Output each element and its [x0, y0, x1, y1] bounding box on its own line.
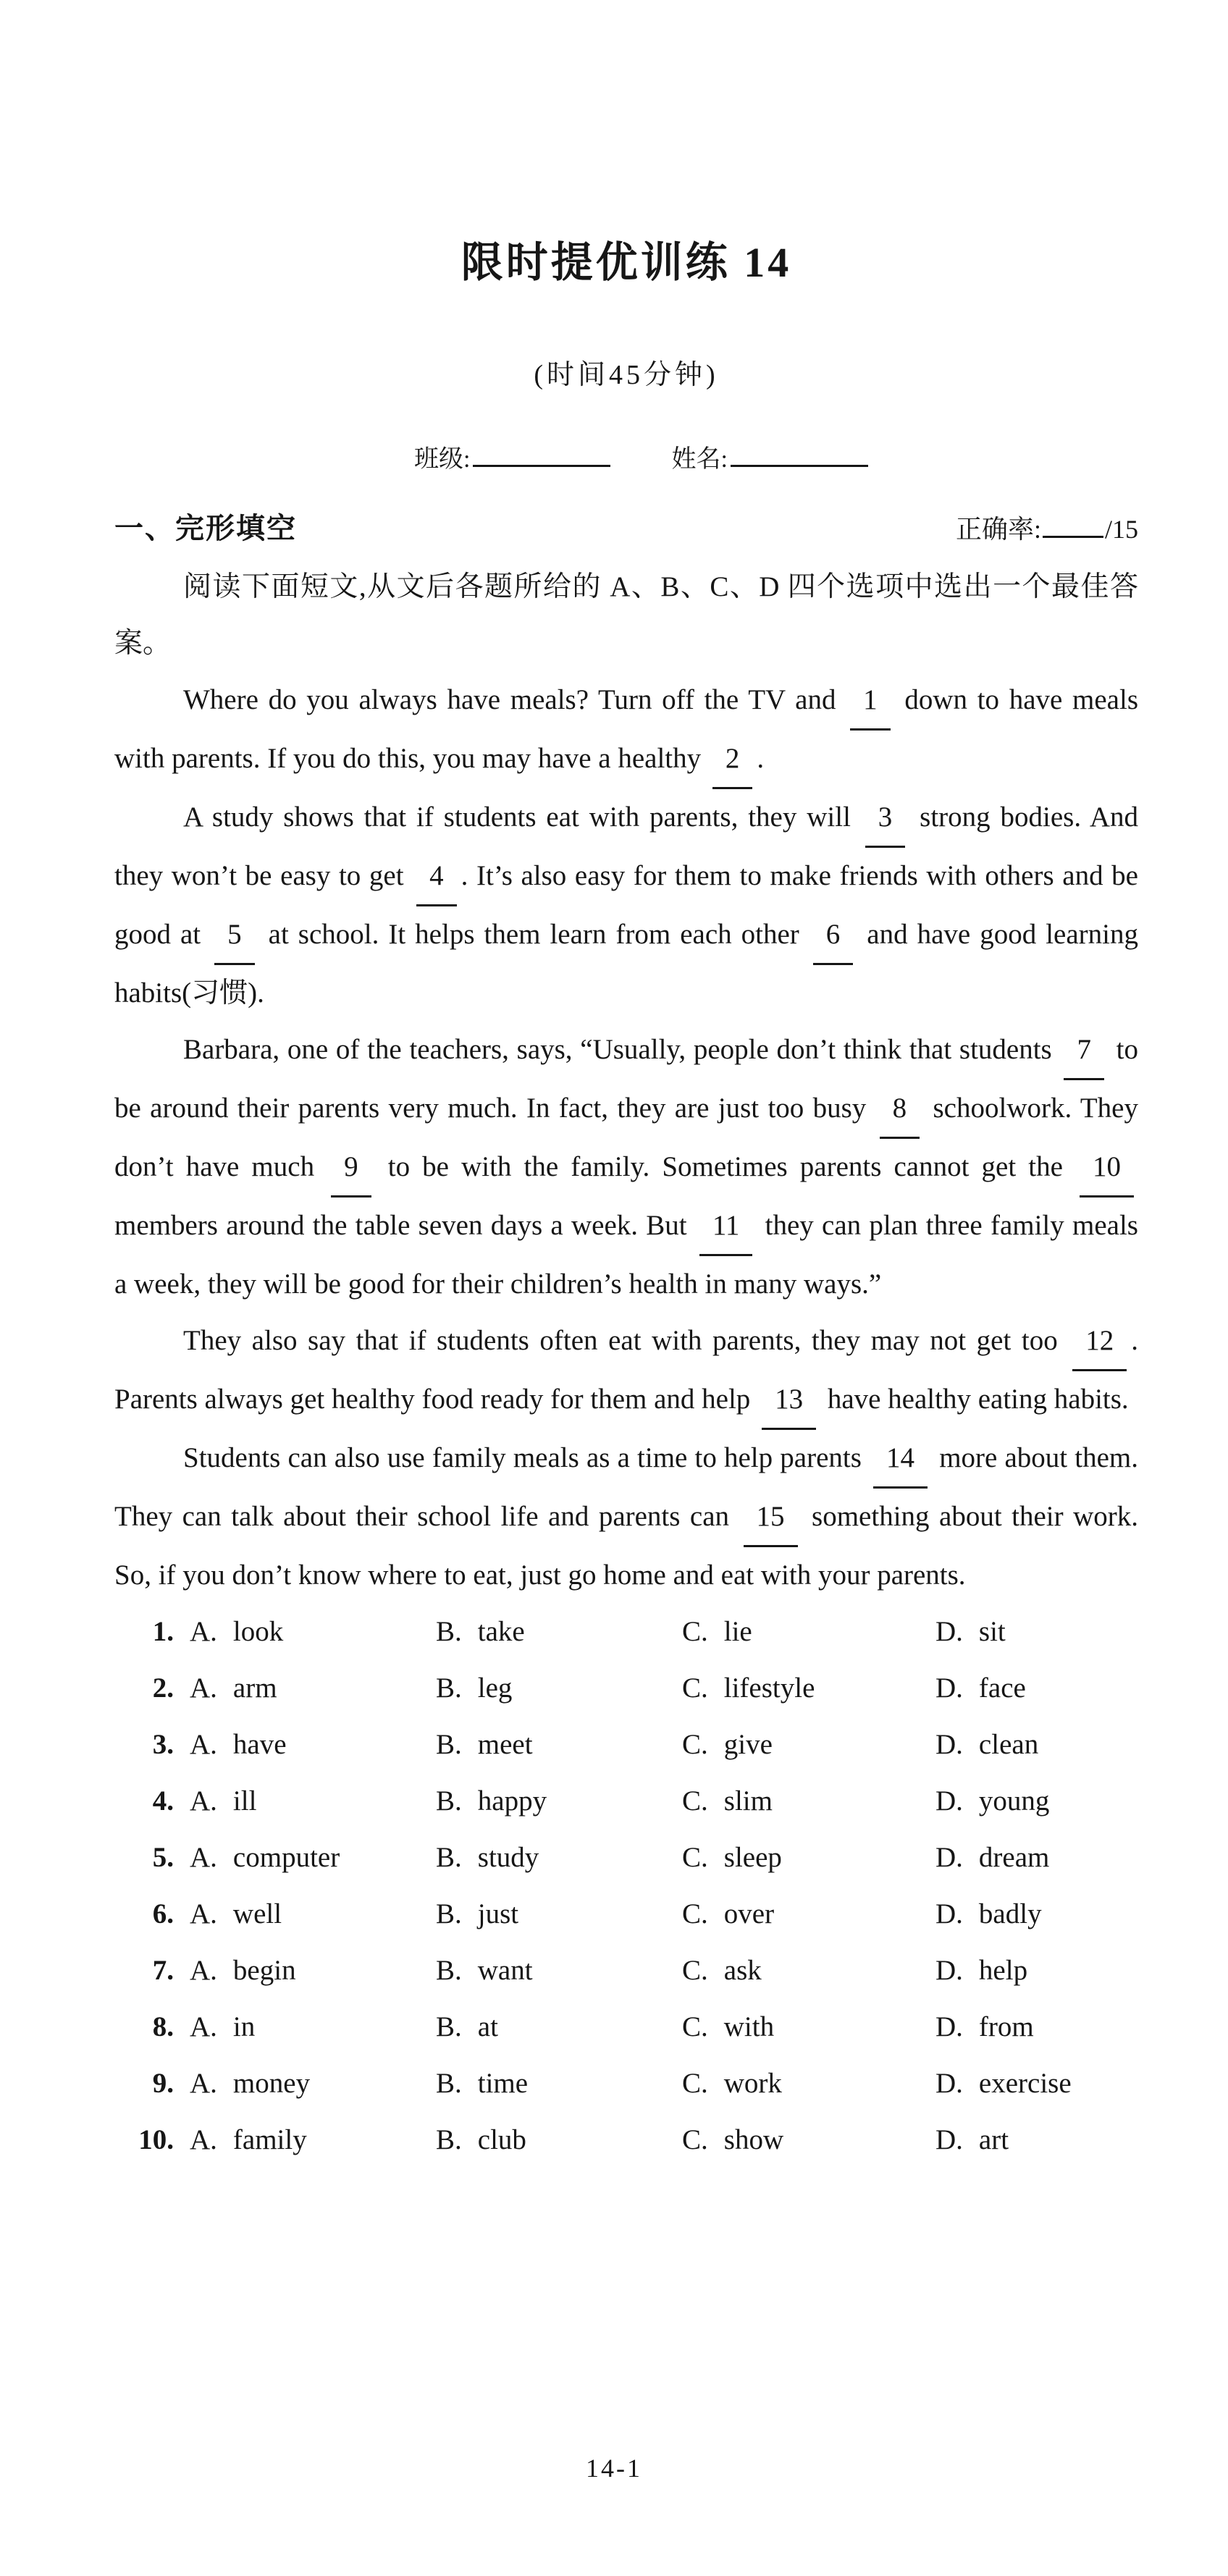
option-7C [666, 1942, 920, 1999]
cloze-blank-11: 11 [699, 1197, 753, 1256]
option-letter: C. [682, 1729, 708, 1760]
option-7B [420, 1942, 666, 1999]
option-2B [420, 1660, 666, 1717]
option-7D [920, 1942, 1138, 1999]
option-letter: D. [935, 1785, 963, 1817]
option-letter: D. [935, 1616, 963, 1647]
option-letter: A. [190, 1729, 217, 1760]
option-letter: D. [935, 1842, 963, 1873]
option-text: give [723, 1729, 773, 1760]
option-text: begin [232, 1955, 296, 1986]
option-letter: D. [935, 1955, 963, 1986]
question-row-9 [114, 2055, 1138, 2112]
option-1C [666, 1604, 920, 1660]
option-text: dream [978, 1842, 1050, 1873]
passage-paragraph: Where do you always have meals? Turn off the TV and 1 down to have meals with parents. If you do this, you may have a healthy 2 . [114, 672, 1138, 789]
option-1A [174, 1604, 420, 1660]
class-label: 班级: [414, 446, 471, 473]
option-letter: D. [935, 2011, 963, 2042]
option-letter: D. [935, 1672, 963, 1704]
option-5A [174, 1830, 420, 1886]
passage-paragraph: Barbara, one of the teachers, says, “Usually, people don’t think that students 7 to be around their parents very much. In fact, they are just too busy 8 schoolwork. They don’t have much 9 to be with the family. Sometimes parents cannot get the 10 members around the table seven days a week. But 11 they can plan three family meals a week, they will be good for their children’s health in many ways.” [114, 1022, 1138, 1313]
question-number: 3. [152, 1729, 174, 1760]
score-write-line[interactable] [1043, 536, 1103, 538]
option-letter: B. [436, 1672, 462, 1704]
option-10D [920, 2112, 1138, 2168]
option-4D [920, 1773, 1138, 1830]
page-title: 限时提优训练 14 [460, 239, 792, 286]
question-number: 6. [152, 1898, 174, 1929]
cloze-blank-15: 15 [744, 1489, 798, 1547]
cloze-blank-14: 14 [873, 1430, 928, 1489]
option-5D [920, 1830, 1138, 1886]
question-row-5 [114, 1830, 1138, 1886]
option-text: family [232, 2124, 307, 2155]
option-text: well [232, 1898, 282, 1929]
option-1D [920, 1604, 1138, 1660]
option-letter: A. [190, 1672, 217, 1704]
question-row-6 [114, 1886, 1138, 1942]
cloze-blank-12: 12 [1072, 1313, 1127, 1371]
option-letter: B. [436, 1785, 462, 1817]
cloze-blank-2: 2 [712, 731, 753, 789]
option-text: help [978, 1955, 1028, 1986]
option-7A [174, 1942, 420, 1999]
option-text: in [232, 2011, 256, 2042]
option-4A [174, 1773, 420, 1830]
cloze-blank-5: 5 [214, 906, 255, 965]
question-row-8 [114, 1999, 1138, 2055]
option-text: clean [978, 1729, 1039, 1760]
option-text: ask [723, 1955, 762, 1986]
cloze-blank-7: 7 [1064, 1022, 1104, 1080]
option-letter: A. [190, 1616, 217, 1647]
cloze-passage [114, 672, 1138, 1604]
option-letter: D. [935, 1898, 963, 1929]
option-text: work [723, 2068, 782, 2099]
option-text: young [978, 1785, 1050, 1817]
time-limit: (时间45分钟) [534, 360, 719, 390]
option-text: badly [978, 1898, 1042, 1929]
option-text: lie [723, 1616, 752, 1647]
option-text: money [232, 2068, 311, 2099]
options-list [114, 1604, 1138, 2168]
option-letter: A. [190, 2011, 217, 2042]
option-text: art [978, 2124, 1009, 2155]
question-number: 9. [152, 2068, 174, 2099]
option-3D [920, 1717, 1138, 1773]
question-number: 2. [152, 1672, 174, 1704]
option-letter: D. [935, 2124, 963, 2155]
option-2A [174, 1660, 420, 1717]
question-number: 7. [152, 1955, 174, 1986]
option-5C [666, 1830, 920, 1886]
name-field [671, 443, 867, 476]
option-letter: B. [436, 1898, 462, 1929]
question-row-1 [114, 1604, 1138, 1660]
option-text: happy [477, 1785, 547, 1817]
option-9A [174, 2055, 420, 2112]
question-row-4 [114, 1773, 1138, 1830]
cloze-blank-10: 10 [1080, 1139, 1134, 1197]
option-6B [420, 1886, 666, 1942]
option-text: show [723, 2124, 784, 2155]
class-write-line[interactable] [473, 465, 610, 467]
question-row-7 [114, 1942, 1138, 1999]
option-letter: C. [682, 1616, 708, 1647]
option-text: want [477, 1955, 533, 1986]
option-9D [920, 2055, 1138, 2112]
cloze-blank-13: 13 [762, 1371, 816, 1430]
option-2D [920, 1660, 1138, 1717]
option-letter: A. [190, 1842, 217, 1873]
option-5B [420, 1830, 666, 1886]
passage-paragraph: Students can also use family meals as a time to help parents 14 more about them. They can talk about their school life and parents can 15 something about their work. So, if you don’t know where to eat, just go home and eat with your parents. [114, 1430, 1138, 1604]
question-number: 5. [152, 1842, 174, 1873]
option-1B [420, 1604, 666, 1660]
option-6A [174, 1886, 420, 1942]
option-4C [666, 1773, 920, 1830]
passage-paragraph: A study shows that if students eat with parents, they will 3 strong bodies. And they won’t be easy to get 4 . It’s also easy for them to make friends with others and be good at 5 at school. It helps them learn from each other 6 and have good learning habits(习惯). [114, 789, 1138, 1022]
option-9C [666, 2055, 920, 2112]
score-total: /15 [1104, 515, 1138, 544]
section-heading: 一、完形填空 [114, 513, 297, 544]
option-10A [174, 2112, 420, 2168]
option-letter: B. [436, 1616, 462, 1647]
option-letter: C. [682, 1842, 708, 1873]
option-text: at [477, 2011, 498, 2042]
option-text: ill [232, 1785, 257, 1817]
option-text: leg [477, 1672, 513, 1704]
class-field [414, 443, 610, 476]
option-text: computer [232, 1842, 340, 1873]
option-text: just [477, 1898, 519, 1929]
option-8B [420, 1999, 666, 2055]
option-letter: B. [436, 1842, 462, 1873]
option-text: exercise [978, 2068, 1072, 2099]
option-text: sleep [723, 1842, 782, 1873]
option-6C [666, 1886, 920, 1942]
option-letter: C. [682, 2068, 708, 2099]
option-3C [666, 1717, 920, 1773]
cloze-blank-1: 1 [850, 672, 891, 731]
option-text: meet [477, 1729, 533, 1760]
option-letter: A. [190, 1955, 217, 1986]
option-9B [420, 2055, 666, 2112]
option-letter: A. [190, 1898, 217, 1929]
option-2C [666, 1660, 920, 1717]
option-text: arm [232, 1672, 277, 1704]
option-text: lifestyle [723, 1672, 815, 1704]
option-letter: B. [436, 2068, 462, 2099]
section-header-line [114, 508, 1138, 549]
option-3A [174, 1717, 420, 1773]
option-6D [920, 1886, 1138, 1942]
option-10B [420, 2112, 666, 2168]
option-8C [666, 1999, 920, 2055]
option-letter: D. [935, 2068, 963, 2099]
name-label: 姓名: [671, 446, 728, 473]
option-text: over [723, 1898, 775, 1929]
option-8A [174, 1999, 420, 2055]
option-letter: C. [682, 1955, 708, 1986]
score-label: 正确率: [955, 515, 1041, 544]
passage-paragraph: They also say that if students often eat with parents, they may not get too 12 . Parents always get healthy food ready for them and help 13 have healthy eating habits. [114, 1313, 1138, 1430]
question-row-2 [114, 1660, 1138, 1717]
cloze-blank-4: 4 [416, 848, 457, 906]
option-text: from [978, 2011, 1034, 2042]
cloze-blank-8: 8 [880, 1080, 920, 1139]
option-text: face [978, 1672, 1026, 1704]
option-4B [420, 1773, 666, 1830]
question-row-3 [114, 1717, 1138, 1773]
option-letter: A. [190, 2124, 217, 2155]
option-letter: B. [436, 2124, 462, 2155]
cloze-blank-3: 3 [865, 789, 906, 848]
page-number: 14-1 [586, 2454, 642, 2483]
question-row-10 [114, 2112, 1138, 2168]
option-text: look [232, 1616, 284, 1647]
option-10C [666, 2112, 920, 2168]
option-text: time [477, 2068, 529, 2099]
question-number: 8. [152, 2011, 174, 2042]
option-letter: C. [682, 1785, 708, 1817]
option-letter: B. [436, 1955, 462, 1986]
option-letter: B. [436, 1729, 462, 1760]
option-text: study [477, 1842, 539, 1873]
worksheet-content [0, 239, 1228, 2168]
option-8D [920, 1999, 1138, 2055]
question-number: 1. [152, 1616, 174, 1647]
option-letter: C. [682, 2011, 708, 2042]
question-number: 10. [138, 2124, 174, 2155]
option-text: with [723, 2011, 775, 2042]
option-letter: A. [190, 2068, 217, 2099]
question-number: 4. [152, 1785, 174, 1817]
name-write-line[interactable] [731, 465, 868, 467]
cloze-blank-9: 9 [331, 1139, 371, 1197]
instructions: 阅读下面短文,从文后各题所给的 A、B、C、D 四个选项中选出一个最佳答案。 [114, 571, 1138, 659]
option-text: take [477, 1616, 525, 1647]
option-text: have [232, 1729, 287, 1760]
option-letter: D. [935, 1729, 963, 1760]
option-text: club [477, 2124, 526, 2155]
option-letter: C. [682, 2124, 708, 2155]
option-letter: B. [436, 2011, 462, 2042]
score-line [956, 509, 1138, 546]
student-info-line [414, 443, 1138, 476]
option-3B [420, 1717, 666, 1773]
option-text: slim [723, 1785, 773, 1817]
option-letter: C. [682, 1672, 708, 1704]
option-letter: A. [190, 1785, 217, 1817]
option-letter: C. [682, 1898, 708, 1929]
cloze-blank-6: 6 [813, 906, 854, 965]
option-text: sit [978, 1616, 1006, 1647]
